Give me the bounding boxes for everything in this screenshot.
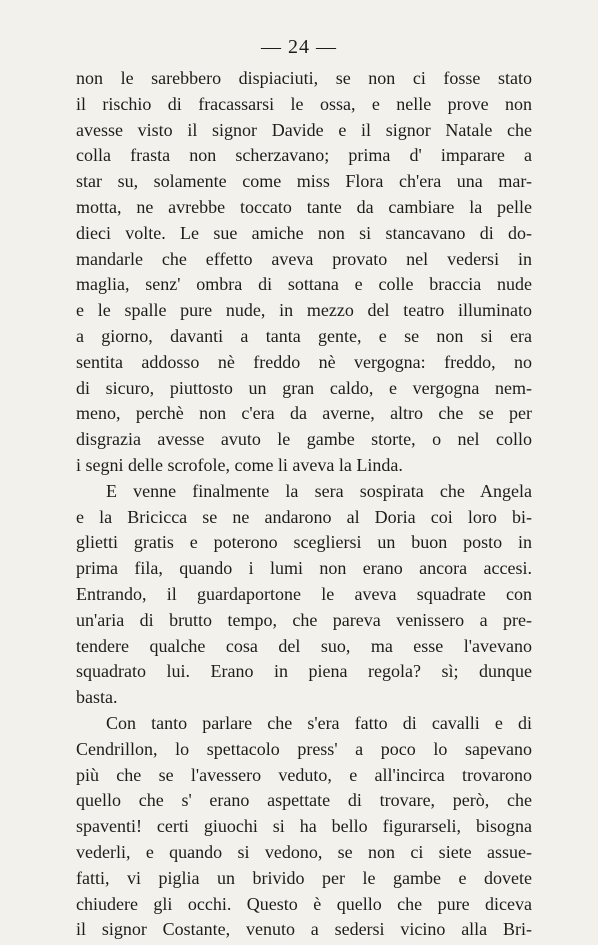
text-line: squadrato lui. Erano in piena regola? sì; dunque [76, 661, 532, 682]
text-line: mandarle che effetto aveva provato nel vedersi in [76, 248, 532, 269]
text-line: i segni delle scrofole, come li aveva la Linda. [76, 454, 403, 475]
text-line: chiudere gli occhi. Questo è quello che pure diceva [76, 893, 532, 914]
text-line: Con tanto parlare che s'era fatto di cavalli e di [106, 712, 532, 733]
text-line: un'aria di brutto tempo, che pareva venissero a pre- [76, 609, 532, 630]
text-line: il rischio di fracassarsi le ossa, e nelle prove non [76, 93, 532, 114]
text-line: non le sarebbero dispiaciuti, se non ci fosse stato [76, 68, 532, 88]
text-line: fatti, vi piglia un brivido per le gambe e dovete [76, 867, 532, 888]
text-line: e la Bricicca se ne andarono al Doria coi loro bi- [76, 506, 532, 527]
text-line: vederli, e quando si vedono, se non ci siete assue- [76, 841, 532, 862]
text-line: tendere qualche cosa del suo, ma esse l'avevano [76, 635, 532, 656]
text-line: star su, solamente come miss Flora ch'era una mar- [76, 171, 532, 192]
text-line: Cendrillon, lo spettacolo press' a poco lo sapevano [76, 738, 532, 759]
text-line: il signor Costante, venuto a sedersi vicino alla Bri- [76, 919, 532, 940]
text-line: motta, ne avrebbe toccato tante da cambiare la pelle [76, 196, 532, 217]
text-line: spaventi! certi giuochi si ha bello figurarseli, bisogna [76, 816, 532, 837]
text-line: Entrando, il guardaportone le aveva squadrate con [76, 583, 532, 604]
text-line: glietti gratis e poterono scegliersi un buon posto in [76, 532, 532, 553]
text-line: e le spalle pure nude, in mezzo del teatro illuminato [76, 300, 532, 321]
text-line: sentita addosso nè freddo nè vergogna: freddo, no [76, 351, 532, 372]
text-line: meno, perchè non c'era da averne, altro che se per [76, 403, 532, 424]
page-number: — 24 — [261, 36, 337, 58]
text-line: E venne finalmente la sera sospirata che Angela [106, 480, 532, 501]
text-line: prima fila, quando i lumi non erano ancora accesi. [76, 558, 532, 579]
text-line: avesse visto il signor Davide e il signor Natale che [76, 119, 532, 140]
text-line: disgrazia avesse avuto le gambe storte, o nel collo [76, 429, 532, 450]
text-line: quello che s' erano aspettate di trovare, però, che [76, 790, 532, 811]
text-line: basta. [76, 687, 118, 708]
body-text [76, 66, 532, 943]
text-line: a giorno, davanti a tanta gente, e se non si era [76, 325, 532, 346]
text-line: dieci volte. Le sue amiche non si stancavano di do- [76, 222, 532, 243]
text-line: di sicuro, piuttosto un gran caldo, e vergogna nem- [76, 377, 532, 398]
text-line: colla frasta non scherzavano; prima d' imparare a [76, 145, 532, 166]
text-line: più che se l'avessero veduto, e all'incirca trovarono [76, 764, 532, 785]
text-line: maglia, senz' ombra di sottana e colle braccia nude [76, 274, 532, 295]
